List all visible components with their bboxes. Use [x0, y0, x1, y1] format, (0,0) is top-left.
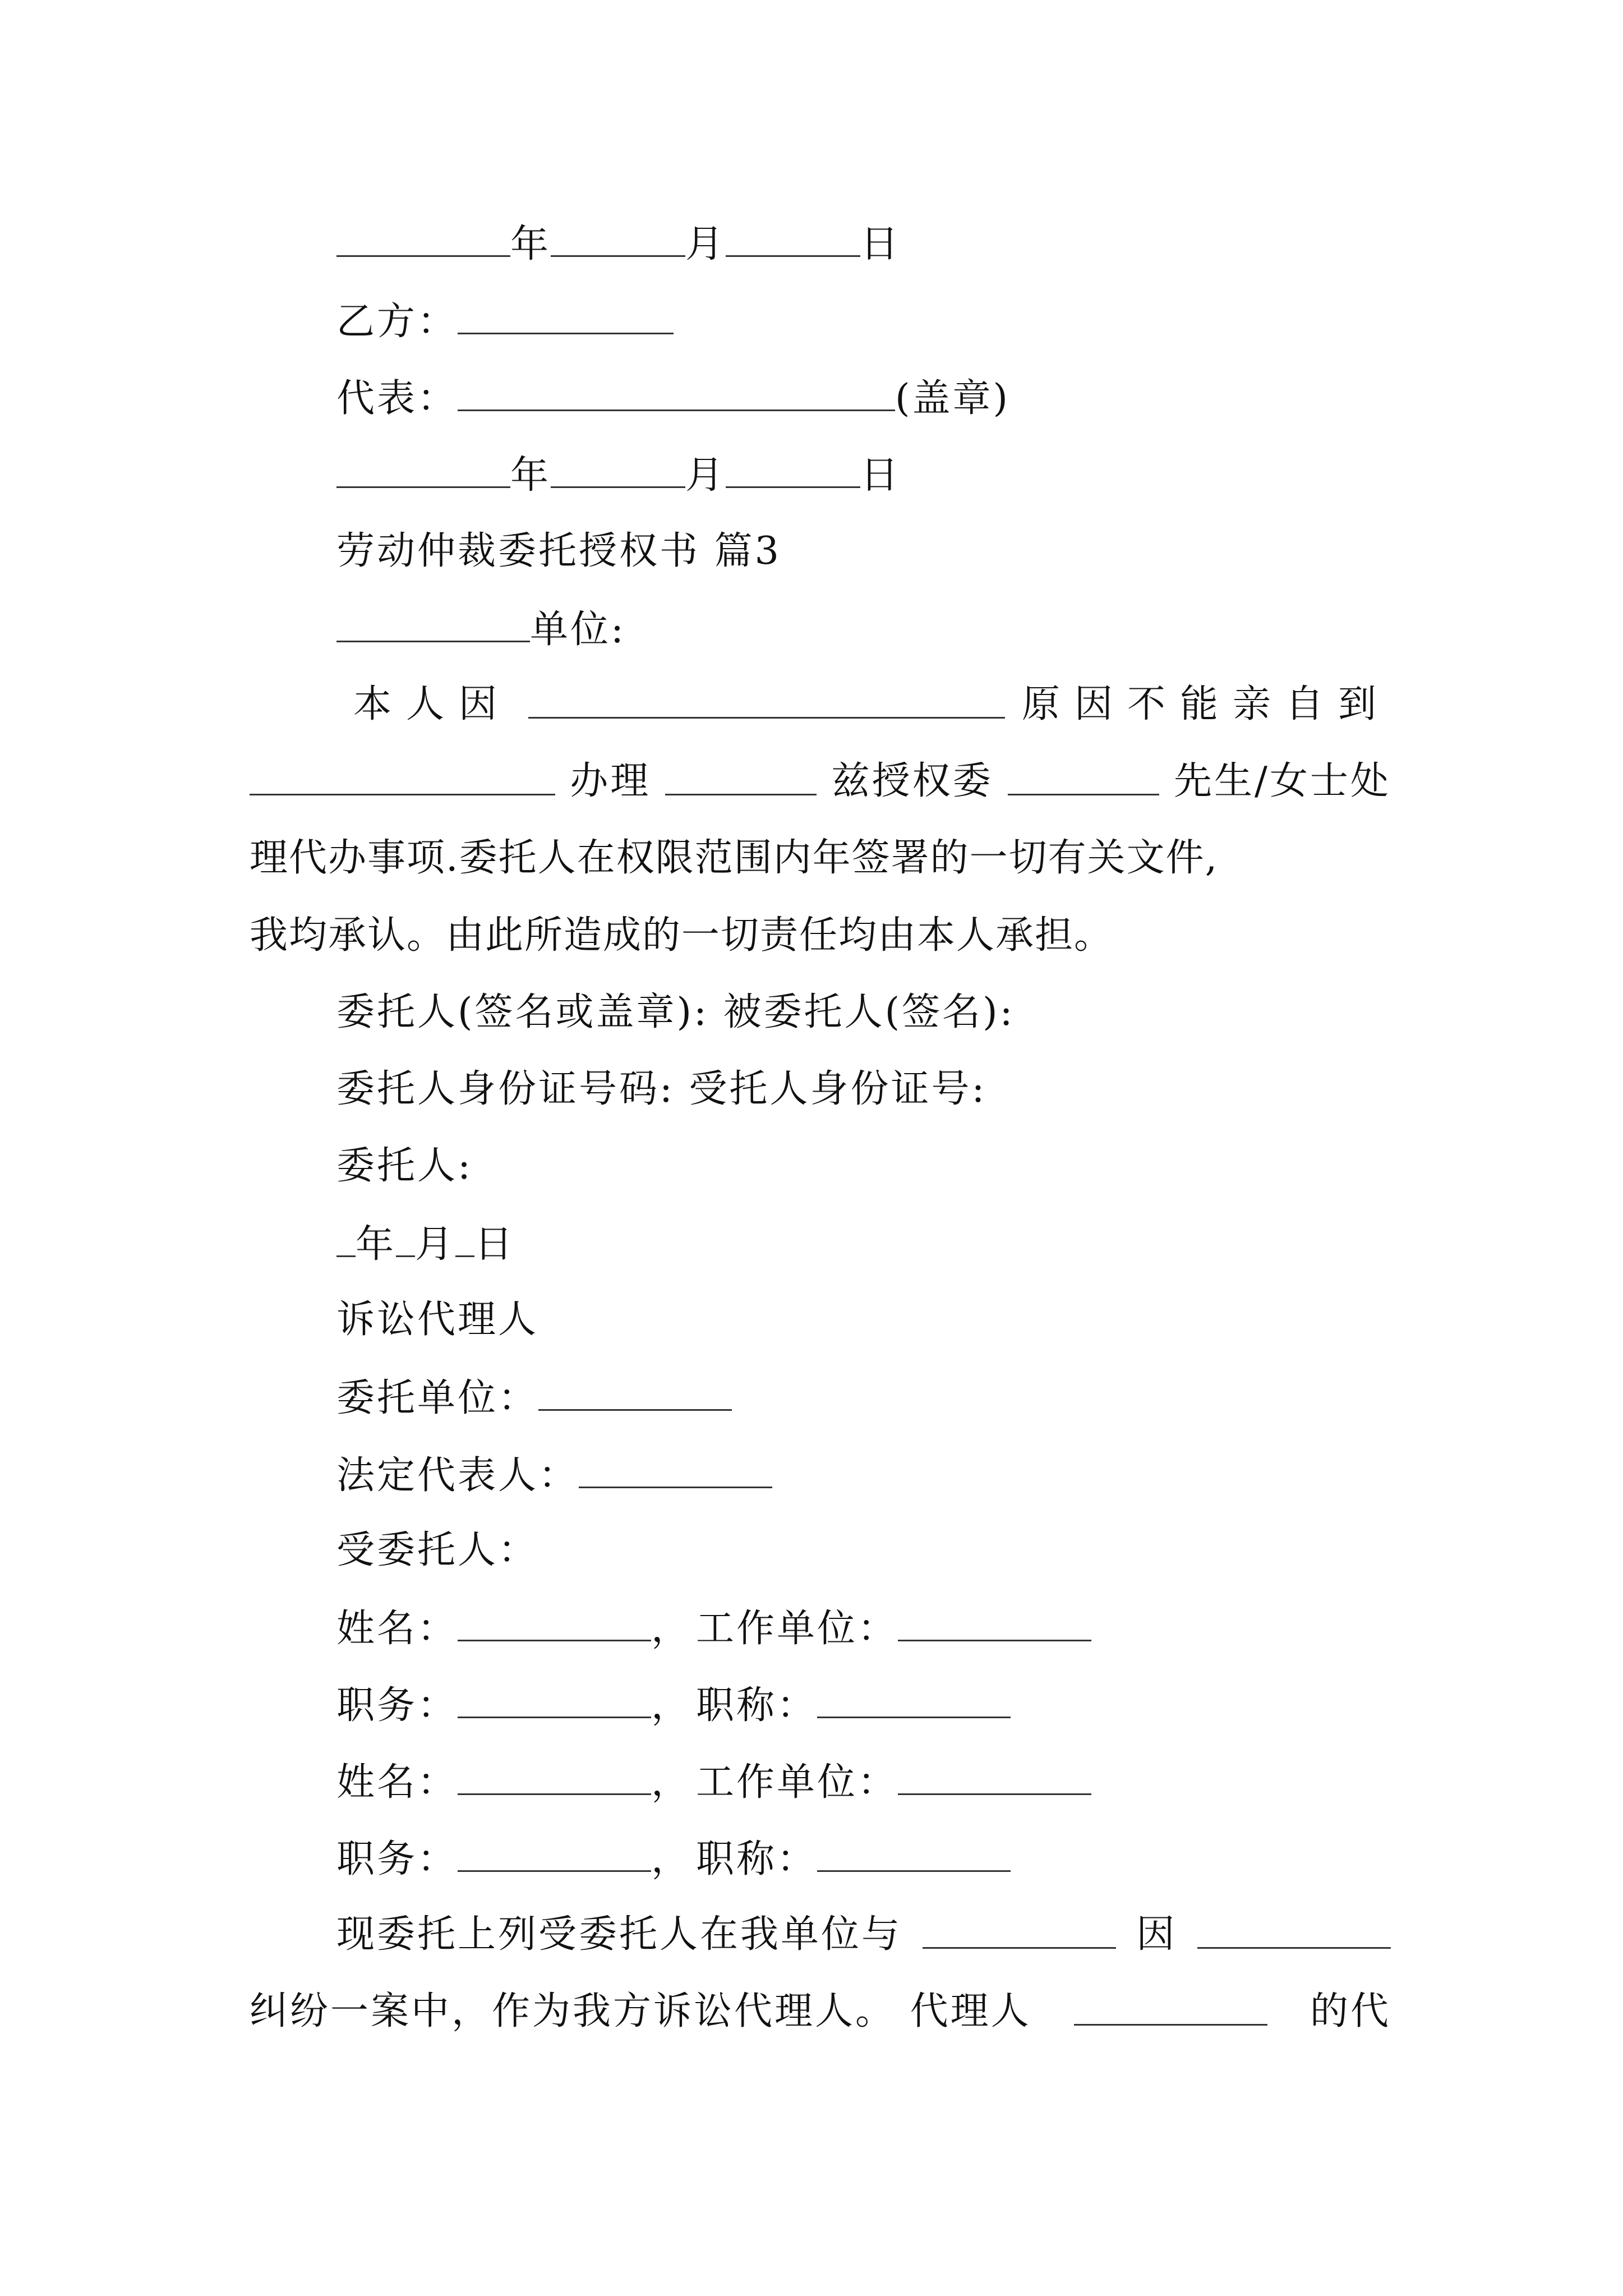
month-blank[interactable] [551, 216, 685, 257]
para1-line-2 [250, 754, 1391, 808]
duty-blank[interactable] [458, 1677, 651, 1718]
legal-rep-blank[interactable] [579, 1447, 772, 1488]
day-blank[interactable] [726, 447, 860, 488]
work-unit-blank[interactable] [898, 1600, 1091, 1641]
work-unit-blank[interactable] [898, 1754, 1091, 1795]
work-unit-label: 工作单位： [696, 1607, 898, 1651]
month-blank[interactable] [396, 1216, 415, 1257]
day-label: 日 [474, 1222, 515, 1267]
comma: ， [651, 1683, 692, 1728]
representative-label: 代表： [336, 376, 458, 421]
para1-line-4: 我均承认。由此所造成的一切责任均由本人承担。 [250, 913, 1114, 958]
month-label: 月 [685, 222, 726, 266]
title-blank[interactable] [817, 1831, 1011, 1872]
para1-text-b: 原因不能亲自到 [1021, 682, 1391, 726]
para1-text-a: 本人因 [353, 682, 512, 726]
dispute-blank[interactable] [1197, 1908, 1391, 1949]
legal-rep-label: 法定代表人： [336, 1453, 579, 1498]
year-label: 年 [356, 1222, 396, 1267]
month-label: 月 [685, 453, 726, 498]
title-blank[interactable] [817, 1677, 1011, 1718]
month-label: 月 [415, 1222, 456, 1267]
duty-label: 职务： [336, 1683, 458, 1728]
agent-blank[interactable] [1074, 1985, 1267, 2026]
year-blank[interactable] [336, 1216, 356, 1257]
entrust-unit-label: 委托单位： [336, 1376, 539, 1420]
comma: ， [651, 1837, 692, 1881]
name-blank[interactable] [458, 1754, 651, 1795]
seal-label: (盖章) [895, 376, 1011, 421]
date-line-2 [336, 447, 901, 501]
duty-label: 职务： [336, 1837, 458, 1881]
month-blank[interactable] [551, 447, 685, 488]
representative-blank[interactable] [458, 370, 895, 411]
legal-rep-line [336, 1447, 772, 1501]
trustee-line: 受委托人： [336, 1528, 539, 1572]
day-label: 日 [860, 453, 901, 498]
agent-name-blank[interactable] [1008, 754, 1159, 795]
para2-text-c: 的代 [1310, 1989, 1391, 2033]
representative-line [336, 370, 1010, 424]
comma: ， [651, 1607, 692, 1651]
date-line-1 [336, 216, 901, 270]
day-blank[interactable] [455, 1216, 474, 1257]
day-label: 日 [860, 222, 901, 266]
section-heading: 劳动仲裁委托授权书 篇3 [336, 529, 781, 573]
duty-blank[interactable] [458, 1831, 651, 1872]
matter-blank[interactable] [665, 754, 817, 795]
principal-line: 委托人: [336, 1144, 473, 1188]
year-label: 年 [510, 453, 551, 498]
unit-blank[interactable] [336, 601, 530, 642]
para2-line-1 [336, 1908, 1391, 1962]
para1-line-1 [353, 678, 1391, 731]
day-blank[interactable] [726, 216, 860, 257]
name-line-1 [336, 1600, 1091, 1654]
work-unit-label: 工作单位： [696, 1760, 898, 1805]
comma: ， [651, 1760, 692, 1805]
date-line-3 [336, 1216, 515, 1270]
unit-label: 单位: [530, 608, 626, 652]
reason-blank[interactable] [528, 678, 1005, 719]
year-label: 年 [510, 222, 551, 266]
entrust-unit-blank[interactable] [538, 1370, 732, 1411]
duty-line-2 [336, 1831, 1011, 1885]
para1-line-3: 理代办事项.委托人在权限范围内年签署的一切有关文件, [250, 836, 1219, 880]
place-blank[interactable] [250, 754, 555, 795]
party-b-line [336, 293, 674, 347]
duty-line-1 [336, 1677, 1011, 1731]
year-blank[interactable] [336, 447, 510, 488]
name-line-2 [336, 1754, 1091, 1808]
para2-line-2 [250, 1985, 1391, 2039]
title-label: 职称： [696, 1683, 818, 1728]
entrust-unit-line [336, 1370, 732, 1424]
party-b-label: 乙方： [336, 300, 458, 344]
para1-text-sir: 先生/女士处 [1174, 759, 1391, 803]
para1-text-handle: 办理 [570, 759, 651, 803]
id-number-line: 委托人身份证号码: 受托人身份证号: [336, 1067, 987, 1111]
signature-line: 委托人(签名或盖章): 被委托人(签名): [336, 990, 1015, 1034]
para1-text-authorize: 兹授权委 [831, 759, 993, 803]
para2-text-b: 纠纷一案中，作为我方诉讼代理人。 代理人 [250, 1989, 1031, 2033]
opponent-blank[interactable] [923, 1908, 1116, 1949]
name-label: 姓名： [336, 1760, 458, 1805]
year-blank[interactable] [336, 216, 510, 257]
unit-line [336, 601, 626, 655]
party-b-blank[interactable] [458, 293, 674, 334]
para2-text-because: 因 [1136, 1912, 1177, 1957]
name-blank[interactable] [458, 1600, 651, 1641]
name-label: 姓名： [336, 1607, 458, 1651]
title-label: 职称： [696, 1837, 818, 1881]
agent-title: 诉讼代理人 [336, 1297, 539, 1342]
para2-text-a: 现委托上列受委托人在我单位与 [336, 1912, 902, 1957]
